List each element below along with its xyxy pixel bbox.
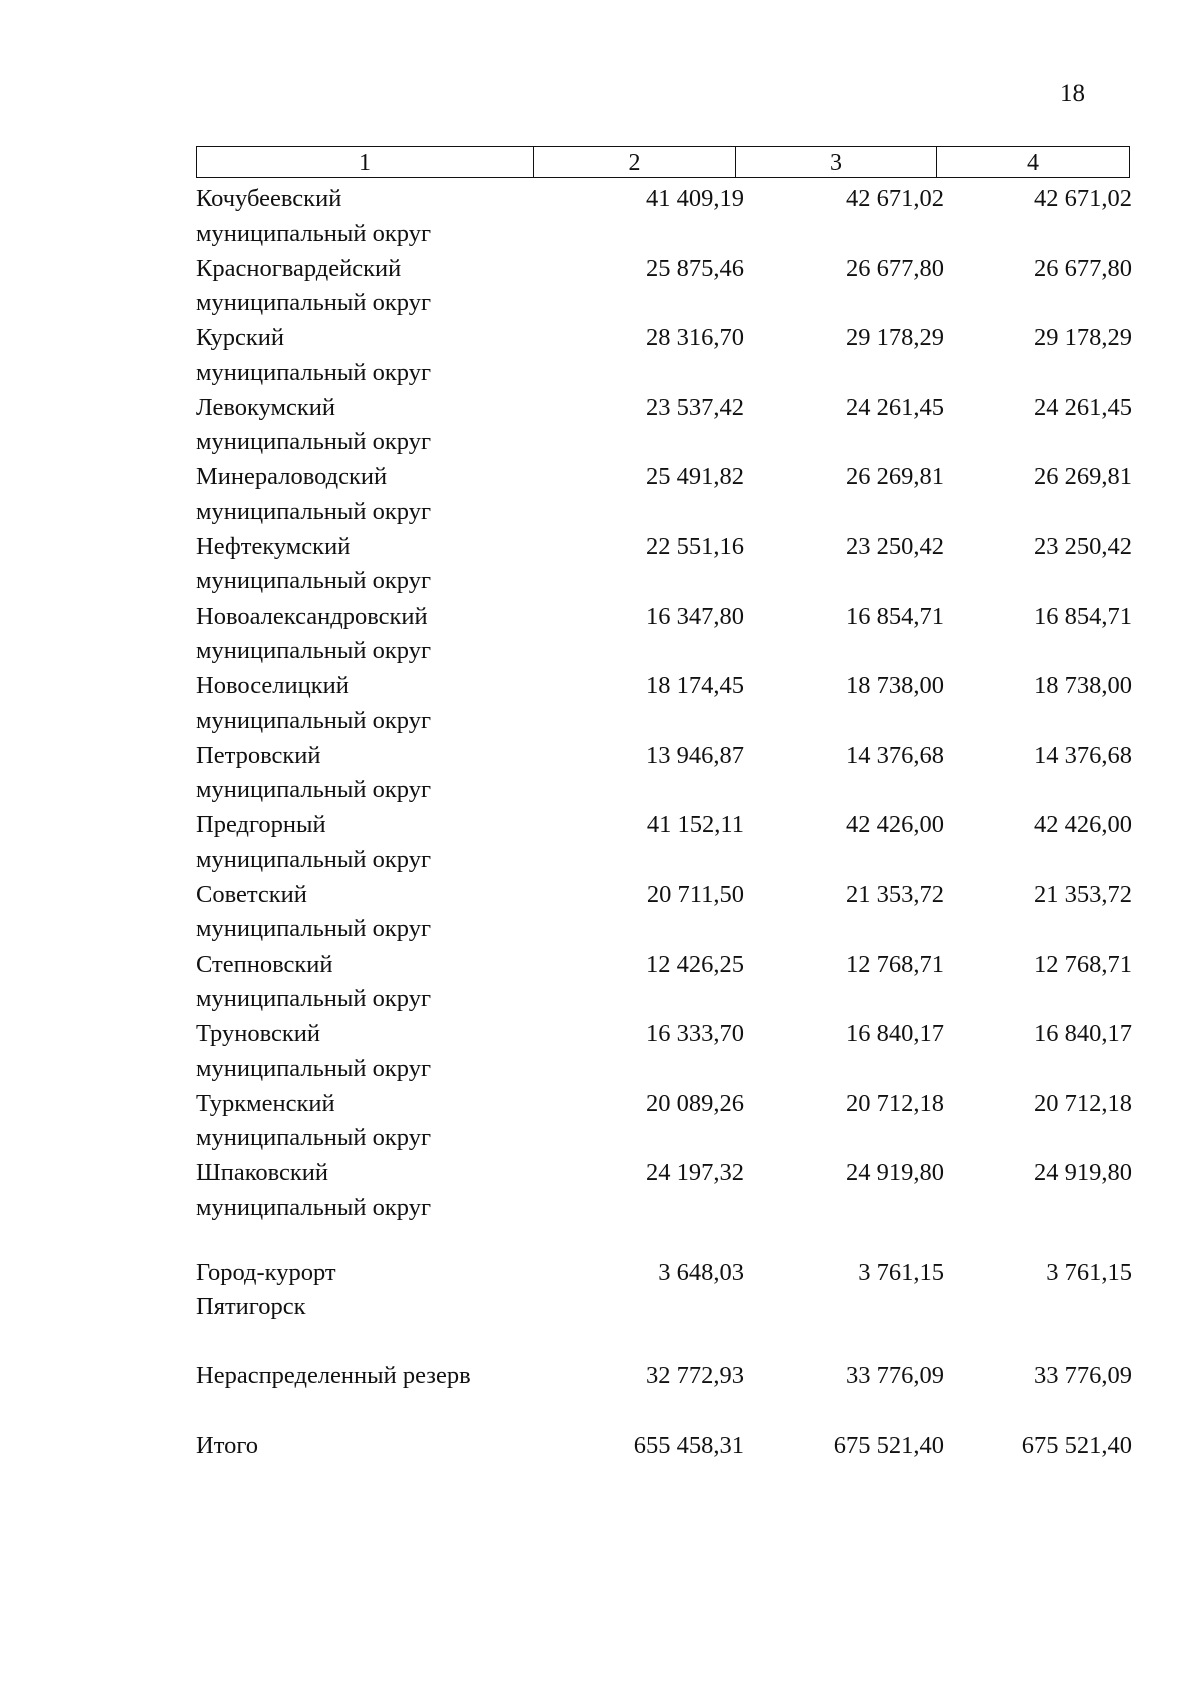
value-col-2: 22 551,16 xyxy=(646,532,744,560)
reserve-name: Нераспределенный резерв xyxy=(196,1361,471,1389)
value-col-4: 33 776,09 xyxy=(1034,1361,1132,1389)
district-name: Степновский муниципальный округ xyxy=(196,950,431,1013)
spacer xyxy=(196,1324,1130,1357)
value-col-4: 14 376,68 xyxy=(1034,741,1132,769)
value-col-3: 12 768,71 xyxy=(846,950,944,978)
value-col-4: 21 353,72 xyxy=(1034,880,1132,908)
table-row-total xyxy=(196,1427,1130,1467)
value-col-4: 42 426,00 xyxy=(1034,811,1132,839)
header-cell-2: 2 xyxy=(534,147,736,177)
value-col-4: 24 261,45 xyxy=(1034,393,1132,421)
table-row xyxy=(196,180,1130,250)
table-row xyxy=(196,806,1130,876)
value-col-2: 12 426,25 xyxy=(646,950,744,978)
table-row xyxy=(196,1154,1130,1224)
value-col-4: 23 250,42 xyxy=(1034,532,1132,560)
value-col-2: 20 711,50 xyxy=(646,880,744,908)
table-row-reserve xyxy=(196,1357,1130,1397)
value-col-3: 24 919,80 xyxy=(846,1159,944,1187)
district-name: Кочубеевский муниципальный округ xyxy=(196,185,431,247)
table-row xyxy=(196,319,1130,389)
value-col-2: 25 491,82 xyxy=(646,463,744,491)
value-col-3: 23 250,42 xyxy=(846,532,944,560)
value-col-2: 23 537,42 xyxy=(646,393,744,421)
district-name: Курский муниципальный округ xyxy=(196,324,431,386)
value-col-4: 16 854,71 xyxy=(1034,602,1132,630)
district-name: Петровский муниципальный округ xyxy=(196,741,431,804)
header-cell-3: 3 xyxy=(736,147,937,177)
value-col-2: 32 772,93 xyxy=(646,1361,744,1389)
value-col-2: 24 197,32 xyxy=(646,1159,744,1187)
table-row xyxy=(196,737,1130,807)
header-cell-1: 1 xyxy=(197,147,534,177)
value-col-2: 3 648,03 xyxy=(658,1258,744,1286)
value-col-4: 3 761,15 xyxy=(1046,1258,1132,1286)
city-name: Город-курорт Пятигорск xyxy=(196,1258,336,1321)
value-col-4: 20 712,18 xyxy=(1034,1089,1132,1117)
table-row xyxy=(196,458,1130,528)
district-name: Предгорный муниципальный округ xyxy=(196,811,431,873)
value-col-3: 26 269,81 xyxy=(846,463,944,491)
value-col-4: 12 768,71 xyxy=(1034,950,1132,978)
table-body xyxy=(196,180,1130,1467)
value-col-2: 41 409,19 xyxy=(646,185,744,212)
table-row xyxy=(196,598,1130,668)
value-col-4: 26 677,80 xyxy=(1034,254,1132,282)
value-col-3: 29 178,29 xyxy=(846,324,944,352)
district-name: Туркменский муниципальный округ xyxy=(196,1089,431,1152)
district-name: Шпаковский муниципальный округ xyxy=(196,1159,431,1221)
value-col-3: 16 840,17 xyxy=(846,1020,944,1048)
value-col-3: 42 671,02 xyxy=(846,185,944,212)
district-name: Нефтекумский муниципальный округ xyxy=(196,532,431,595)
district-name: Минераловодский муниципальный округ xyxy=(196,463,431,525)
table-row xyxy=(196,528,1130,598)
value-col-3: 3 761,15 xyxy=(858,1258,944,1286)
spacer xyxy=(196,1224,1130,1254)
district-name: Красногвардейский муниципальный округ xyxy=(196,254,431,317)
value-col-2: 13 946,87 xyxy=(646,741,744,769)
value-col-4: 675 521,40 xyxy=(1021,1431,1132,1459)
value-col-3: 16 854,71 xyxy=(846,602,944,630)
value-col-4: 18 738,00 xyxy=(1034,672,1132,700)
district-name: Советский муниципальный округ xyxy=(196,880,431,943)
value-col-3: 33 776,09 xyxy=(846,1361,944,1389)
table-row xyxy=(196,667,1130,737)
value-col-4: 16 840,17 xyxy=(1034,1020,1132,1048)
value-col-3: 24 261,45 xyxy=(846,393,944,421)
district-name: Новоалександровский муниципальный округ xyxy=(196,602,431,665)
table-row-city xyxy=(196,1254,1130,1324)
table-header xyxy=(196,146,1130,178)
value-col-3: 21 353,72 xyxy=(846,880,944,908)
value-col-2: 16 333,70 xyxy=(646,1020,744,1048)
value-col-2: 25 875,46 xyxy=(646,254,744,282)
value-col-4: 26 269,81 xyxy=(1034,463,1132,491)
table-row xyxy=(196,250,1130,320)
value-col-2: 20 089,26 xyxy=(646,1089,744,1117)
district-name: Левокумский муниципальный округ xyxy=(196,393,431,456)
table-row xyxy=(196,876,1130,946)
value-col-2: 28 316,70 xyxy=(646,324,744,352)
header-cell-4: 4 xyxy=(937,147,1130,177)
value-col-4: 24 919,80 xyxy=(1034,1159,1132,1187)
value-col-2: 41 152,11 xyxy=(646,811,744,839)
district-name: Новоселицкий муниципальный округ xyxy=(196,672,431,734)
table-row xyxy=(196,389,1130,459)
page-number: 18 xyxy=(1060,80,1085,107)
table-row xyxy=(196,1015,1130,1085)
spacer xyxy=(196,1397,1130,1427)
value-col-2: 18 174,45 xyxy=(646,672,744,700)
district-name: Труновский муниципальный округ xyxy=(196,1020,431,1082)
table-row xyxy=(196,1085,1130,1155)
value-col-3: 42 426,00 xyxy=(846,811,944,839)
total-label: Итого xyxy=(196,1431,259,1459)
value-col-2: 655 458,31 xyxy=(633,1431,744,1459)
table-row xyxy=(196,946,1130,1016)
value-col-3: 675 521,40 xyxy=(833,1431,944,1459)
value-col-4: 29 178,29 xyxy=(1034,324,1132,352)
value-col-2: 16 347,80 xyxy=(646,602,744,630)
value-col-4: 42 671,02 xyxy=(1034,185,1132,212)
value-col-3: 14 376,68 xyxy=(846,741,944,769)
value-col-3: 18 738,00 xyxy=(846,672,944,700)
value-col-3: 26 677,80 xyxy=(846,254,944,282)
value-col-3: 20 712,18 xyxy=(846,1089,944,1117)
